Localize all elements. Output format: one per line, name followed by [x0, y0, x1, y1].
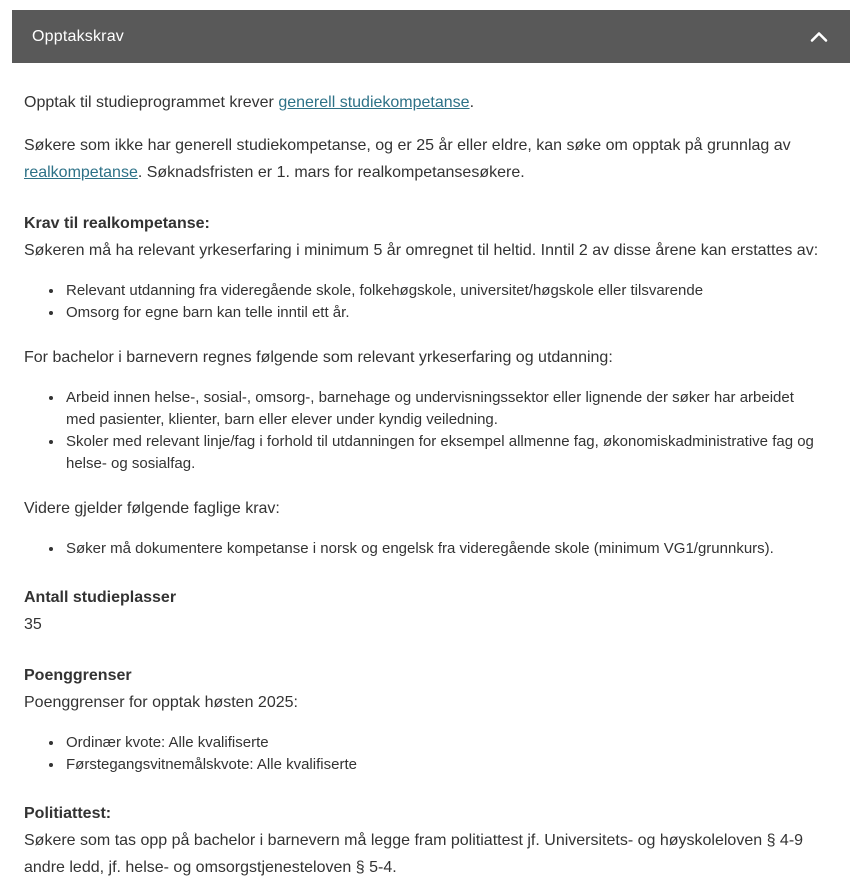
poenggrenser-bullet-list: [24, 732, 826, 776]
bachelor-bullet-list: [24, 387, 826, 475]
poenggrenser-text: Poenggrenser for opptak høsten 2025:: [24, 694, 298, 711]
krav-text: Søkeren må ha relevant yrkeserfaring i minimum 5 år omregnet til heltid. Inntil 2 av disse årene kan erstattes av:: [24, 242, 819, 259]
link-realkompetanse[interactable]: realkompetanse: [24, 164, 138, 181]
poenggrenser-heading: Poenggrenser: [24, 667, 132, 684]
realkompetanse-text-after: . Søknadsfristen er 1. mars for realkompetansesøkere.: [137, 164, 525, 181]
accordion-content: [0, 63, 850, 881]
list-item: • Relevant utdanning fra videregående skole, folkehøgskole, universitet/høgskole eller tilsvarende: [64, 280, 826, 302]
faglige-krav-text: Videre gjelder følgende faglige krav:: [24, 500, 280, 517]
chevron-up-icon[interactable]: [810, 31, 828, 43]
list-item: • Søker må dokumentere kompetanse i norsk og engelsk fra videregående skole (minimum VG1/grunnkurs).: [64, 538, 826, 560]
list-item: • Ordinær kvote: Alle kvalifiserte: [64, 732, 826, 754]
bachelor-text: For bachelor i barnevern regnes følgende som relevant yrkeserfaring og utdanning:: [24, 349, 613, 366]
intro-text: Opptak til studieprogrammet krever: [24, 94, 279, 111]
krav-heading: Krav til realkompetanse:: [24, 215, 210, 232]
intro-text-after: .: [469, 94, 475, 111]
studieplasser-value: 35: [24, 616, 42, 633]
realkompetanse-text: Søkere som ikke har generell studiekompetanse, og er 25 år eller eldre, kan søke om opptak på grunnlag av: [24, 137, 791, 154]
link-generell-studiekompetanse[interactable]: generell studiekompetanse: [278, 94, 470, 111]
politiattest-heading: Politiattest:: [24, 805, 112, 822]
krav-bullet-list: [24, 280, 826, 324]
list-item: • Arbeid innen helse-, sosial-, omsorg-, barnehage og undervisningssektor eller lignende der søker har arbeidet med pasienter, klienter, barn eller elever under kyndig veiledning.: [64, 387, 826, 431]
list-item: • Skoler med relevant linje/fag i forhold til utdanningen for eksempel allmenne fag, økonomiskadministrative fag og helse- og sosialfag.: [64, 431, 826, 475]
list-item: • Førstegangsvitnemålskvote: Alle kvalifiserte: [64, 754, 826, 776]
accordion-title: Opptakskrav: [32, 27, 125, 45]
politiattest-text: Søkere som tas opp på bachelor i barnevern må legge fram politiattest jf. Universitets- og høyskoleloven § 4-9 andre ledd, jf. helse- og omsorgstjenesteloven § 5-4.: [24, 832, 804, 876]
intro-paragraph: [24, 89, 826, 116]
realkompetanse-paragraph: [24, 132, 826, 186]
studieplasser-heading: Antall studieplasser: [24, 589, 177, 606]
list-item: • Omsorg for egne barn kan telle inntil ett år.: [64, 302, 826, 324]
faglige-krav-bullet-list: [24, 538, 826, 560]
accordion-header-opptakskrav[interactable]: [12, 10, 850, 63]
